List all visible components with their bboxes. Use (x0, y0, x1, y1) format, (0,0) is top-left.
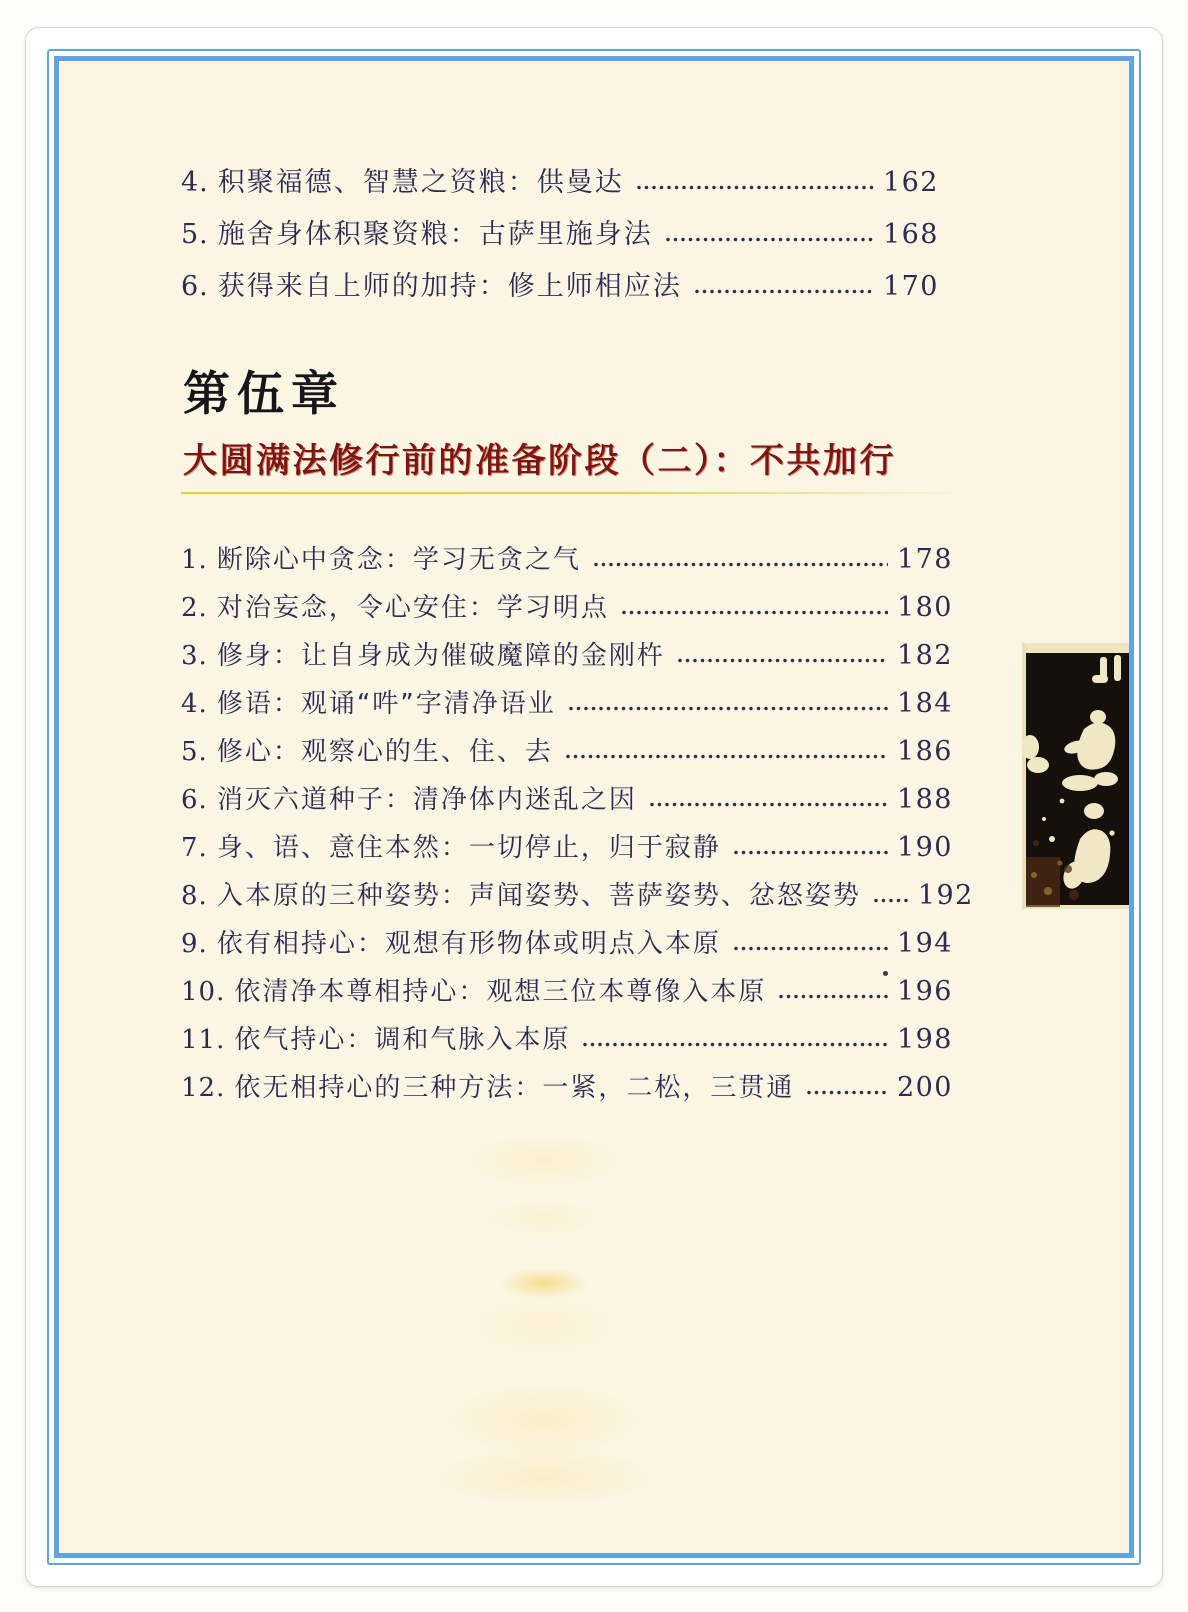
dot-leader (806, 1089, 888, 1096)
toc-entry-title: 依有相持心：观想有形物体或明点入本原 (216, 929, 721, 959)
dot-leader (593, 561, 888, 568)
toc-entry-page: 196 (896, 976, 953, 1007)
toc-entry (181, 831, 953, 865)
toc-entry-page: 178 (896, 544, 953, 575)
toc-entry-number: 12. (181, 1073, 226, 1103)
toc-entry-number: 2. (181, 593, 208, 623)
toc-entry-title: 修心：观察心的生、住、去 (216, 737, 553, 767)
toc-entry-page: 184 (896, 688, 953, 719)
toc-entry (181, 543, 953, 577)
toc-entry-number: 7. (181, 833, 208, 863)
toc-entry-number: 5. (181, 737, 208, 767)
dot-leader (565, 753, 888, 760)
toc-entry-title: 修身：让自身成为催破魔障的金刚杵 (216, 641, 665, 671)
toc-entry (181, 217, 939, 253)
toc-entry-page: 162 (882, 167, 939, 198)
dot-leader (582, 1041, 888, 1048)
toc-entry (181, 165, 939, 201)
paper-area (59, 61, 1129, 1553)
toc-entry-page: 182 (896, 640, 953, 671)
toc-entry (181, 269, 939, 305)
toc-entry-number: 6. (181, 785, 208, 815)
toc-entry-number: 1. (181, 545, 208, 575)
dot-leader (649, 801, 888, 808)
toc-entry (181, 1023, 953, 1057)
toc-entry (181, 927, 953, 961)
page-card (25, 27, 1163, 1587)
toc-entry-title: 获得来自上师的加持：修上师相应法 (217, 271, 682, 302)
toc-entry-number: 4. (181, 167, 209, 198)
toc-entry-page: 180 (896, 592, 953, 623)
chapter-number: 第伍章 (183, 367, 345, 422)
toc-entry-title: 施舍身体积聚资粮：古萨里施身法 (217, 219, 653, 250)
dot-leader (677, 657, 888, 664)
toc-entry (181, 591, 953, 625)
dot-leader (621, 609, 888, 616)
toc-top-list (181, 165, 939, 321)
toc-entry-number: 8. (181, 881, 208, 911)
toc-entry-title: 依清净本尊相持心：观想三位本尊像入本原 (234, 977, 767, 1007)
toc-entry-title: 积聚福德、智慧之资粮：供曼达 (217, 167, 624, 198)
toc-entry-page: 192 (917, 880, 974, 911)
toc-entry-number: 6. (181, 271, 209, 302)
toc-entry-page: 170 (882, 271, 939, 302)
toc-entry-number: 10. (181, 977, 226, 1007)
toc-main-list (181, 543, 974, 1119)
toc-entry-number: 11. (181, 1025, 226, 1055)
toc-entry (181, 735, 953, 769)
toc-entry-page: 194 (896, 928, 953, 959)
toc-entry-title: 对治妄念，令心安住：学习明点 (216, 593, 609, 623)
toc-entry (181, 687, 953, 721)
toc-entry (181, 1071, 953, 1105)
dot-leader (733, 849, 888, 856)
toc-entry-title: 依无相持心的三种方法：一紧，二松，三贯通 (234, 1073, 795, 1103)
toc-entry (181, 975, 953, 1009)
toc-entry-title: 修语：观诵“吽”字清净语业 (216, 689, 556, 719)
dot-leader (665, 236, 874, 243)
chapter-title: 大圆满法修行前的准备阶段（二）：不共加行 (183, 441, 896, 481)
toc-entry-page: 168 (882, 219, 939, 250)
toc-entry-title: 入本原的三种姿势：声闻姿势、菩萨姿势、忿怒姿势 (216, 881, 861, 911)
lotus-watermark (349, 1139, 739, 1499)
toc-entry (181, 639, 953, 673)
toc-entry-page: 198 (896, 1024, 953, 1055)
toc-entry-number: 9. (181, 929, 208, 959)
dot-leader (694, 288, 874, 295)
toc-entry-title: 依气持心：调和气脉入本原 (234, 1025, 571, 1055)
inner-blue-rule (54, 56, 1134, 1558)
toc-entry-number: 4. (181, 689, 208, 719)
toc-entry-page: 188 (896, 784, 953, 815)
dot-leader (873, 897, 909, 904)
dot-leader (568, 705, 888, 712)
gold-underline (181, 492, 976, 494)
toc-entry-page: 186 (896, 736, 953, 767)
dot-leader (778, 993, 888, 1000)
toc-entry-title: 身、语、意住本然：一切停止，归于寂静 (216, 833, 721, 863)
dot-leader (733, 945, 888, 952)
woodcut-print-image (1022, 643, 1129, 909)
toc-entry-page: 190 (896, 832, 953, 863)
toc-entry-title: 断除心中贪念：学习无贪之气 (216, 545, 581, 575)
toc-entry (181, 783, 953, 817)
toc-entry-number: 5. (181, 219, 209, 250)
toc-entry-title: 消灭六道种子：清净体内迷乱之因 (216, 785, 637, 815)
toc-entry-number: 3. (181, 641, 208, 671)
dot-leader (636, 184, 874, 191)
toc-entry-page: 200 (896, 1072, 953, 1103)
toc-entry (181, 879, 974, 913)
